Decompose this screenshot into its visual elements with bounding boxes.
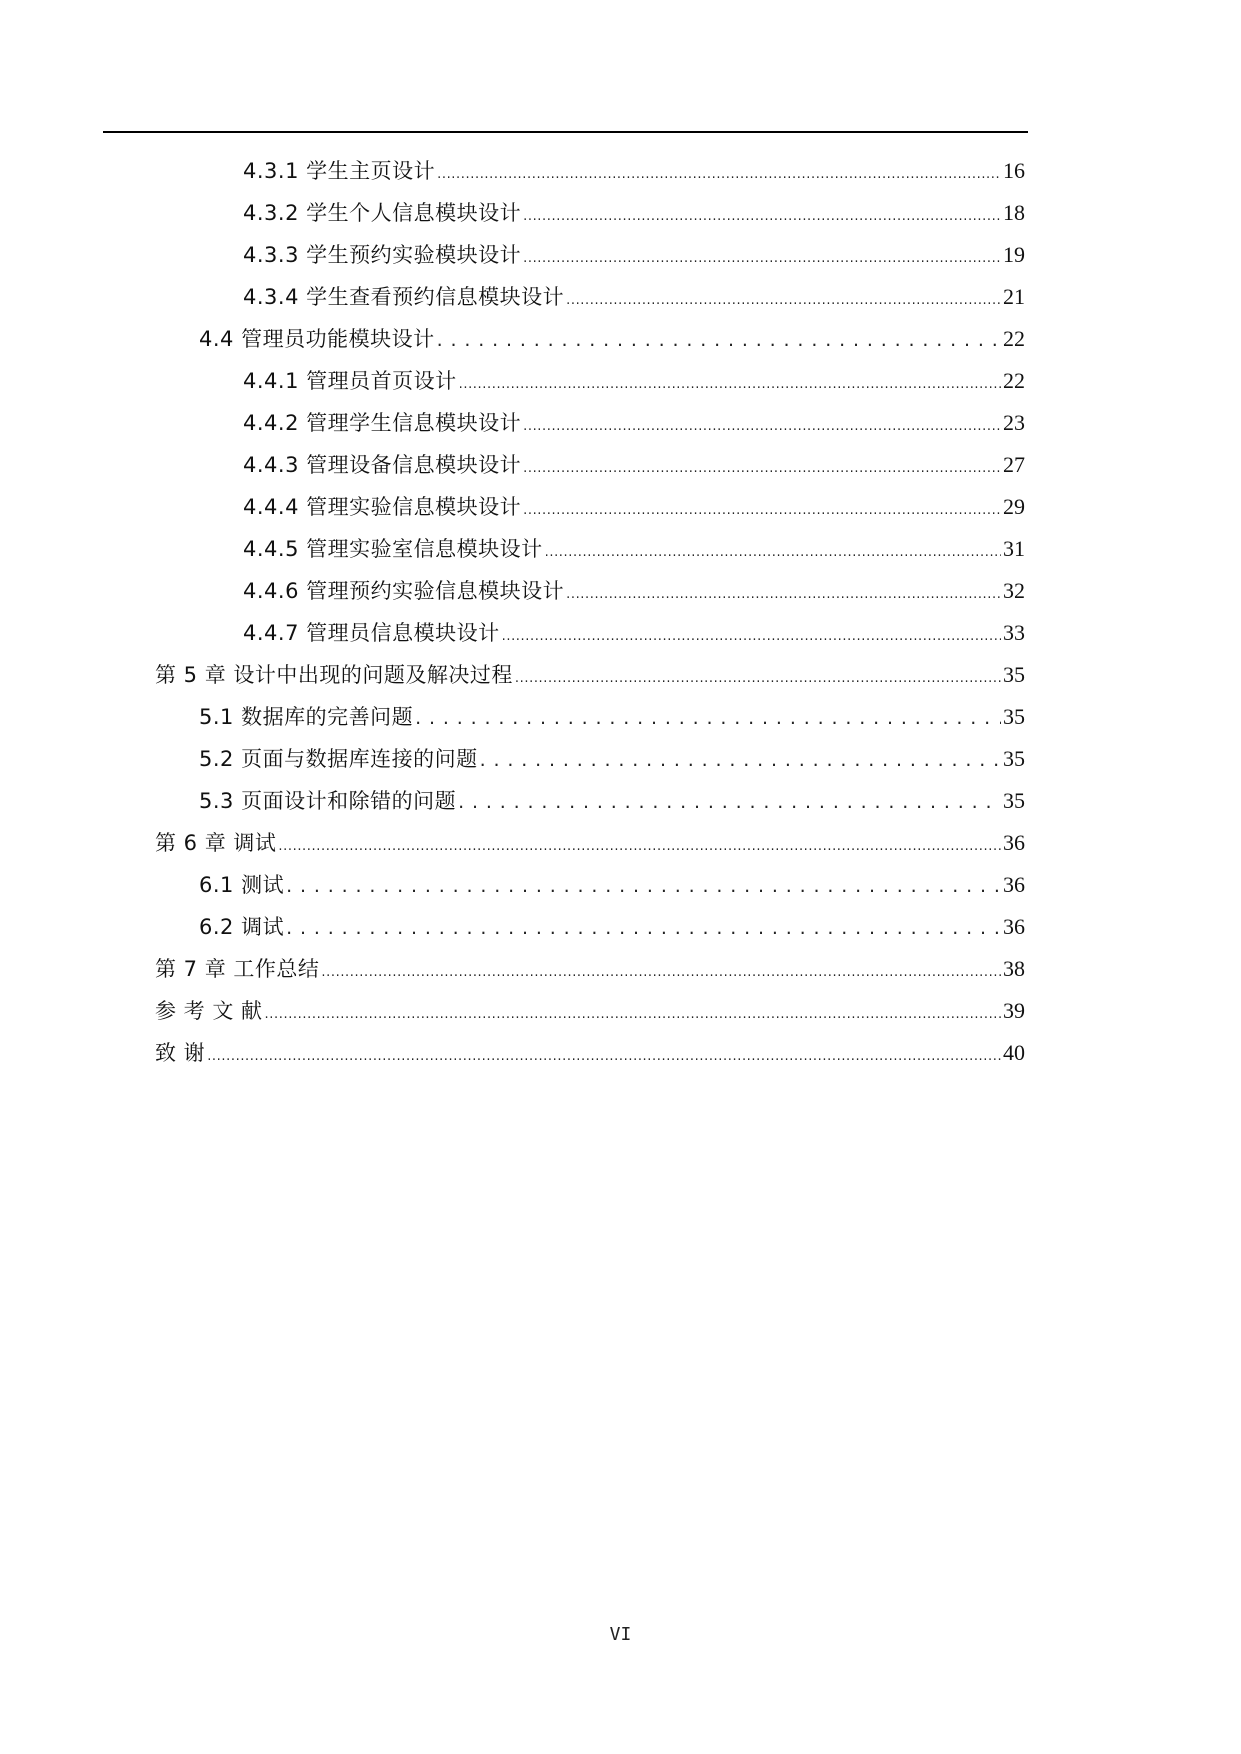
toc-entry[interactable] — [243, 198, 1025, 228]
toc-entry-label: 4.4.6 管理预约实验信息模块设计 — [243, 579, 565, 603]
toc-entry-label: 6.1 测试 — [199, 873, 285, 897]
toc-entry-label: 4.3.4 学生查看预约信息模块设计 — [243, 285, 565, 309]
toc-dot-leader — [566, 282, 1001, 316]
toc-dot-leader — [515, 660, 1001, 694]
toc-entry-page: 36 — [1003, 914, 1025, 939]
toc-dot-leader — [523, 450, 1001, 484]
toc-entry[interactable] — [199, 786, 1025, 816]
toc-dot-leader — [502, 618, 1001, 652]
toc-entry-page: 31 — [1003, 536, 1025, 561]
toc-entry[interactable] — [199, 912, 1025, 942]
toc-dot-leader — [523, 408, 1001, 442]
toc-entry-page: 39 — [1003, 998, 1025, 1023]
toc-entry-page: 22 — [1003, 326, 1025, 351]
toc-dot-leader — [545, 534, 1001, 568]
toc-entry-page: 35 — [1003, 788, 1025, 813]
toc-entry-label: 5.1 数据库的完善问题 — [199, 705, 414, 729]
toc-entry-label: 6.2 调试 — [199, 915, 285, 939]
toc-entry-label: 4.4.4 管理实验信息模块设计 — [243, 495, 522, 519]
toc-entry[interactable] — [243, 408, 1025, 438]
toc-entry-page: 36 — [1003, 830, 1025, 855]
toc-entry-page: 35 — [1003, 704, 1025, 729]
toc-dot-leader — [286, 912, 1001, 943]
toc-entry-label: 4.4.1 管理员首页设计 — [243, 369, 457, 393]
toc-dot-leader — [207, 1038, 1001, 1072]
toc-dot-leader — [278, 828, 1001, 862]
toc-entry[interactable] — [199, 744, 1025, 774]
toc-dot-leader — [437, 156, 1001, 190]
toc-dot-leader — [523, 198, 1001, 232]
toc-entry[interactable] — [243, 450, 1025, 480]
toc-entry-label: 4.4 管理员功能模块设计 — [199, 327, 435, 351]
toc-dot-leader — [523, 492, 1001, 526]
toc-entry[interactable] — [155, 954, 1025, 984]
toc-entry-page: 16 — [1003, 158, 1025, 183]
toc-entry-label: 第 6 章 调试 — [155, 831, 277, 855]
toc-entry-page: 21 — [1003, 284, 1025, 309]
toc-entry-label: 第 7 章 工作总结 — [155, 957, 320, 981]
toc-dot-leader — [523, 240, 1001, 274]
toc-entry-page: 32 — [1003, 578, 1025, 603]
toc-entry-label: 第 5 章 设计中出现的问题及解决过程 — [155, 663, 513, 687]
toc-entry[interactable] — [243, 282, 1025, 312]
toc-dot-leader — [415, 702, 1001, 733]
toc-entry[interactable] — [199, 702, 1025, 732]
toc-entry-page: 33 — [1003, 620, 1025, 645]
toc-entry[interactable] — [243, 618, 1025, 648]
page-number: VI — [609, 1624, 632, 1645]
toc-entry-label: 4.3.2 学生个人信息模块设计 — [243, 201, 522, 225]
toc-entry-page: 35 — [1003, 746, 1025, 771]
toc-dot-leader — [566, 576, 1001, 610]
toc-entry-label: 致 谢 — [155, 1041, 206, 1065]
toc-dot-leader — [286, 870, 1001, 901]
toc-entry-label: 4.4.5 管理实验室信息模块设计 — [243, 537, 543, 561]
toc-dot-leader — [437, 324, 1001, 355]
toc-entry-label: 5.2 页面与数据库连接的问题 — [199, 747, 478, 771]
toc-entry-label: 4.3.1 学生主页设计 — [243, 159, 436, 183]
toc-dot-leader — [459, 366, 1001, 400]
toc-entry[interactable] — [155, 828, 1025, 858]
toc-entry-page: 27 — [1003, 452, 1025, 477]
toc-dot-leader — [321, 954, 1001, 988]
toc-entry-label: 4.4.2 管理学生信息模块设计 — [243, 411, 522, 435]
toc-entry-page: 38 — [1003, 956, 1025, 981]
toc-entry[interactable] — [199, 324, 1025, 354]
toc-entry-page: 19 — [1003, 242, 1025, 267]
toc-entry[interactable] — [243, 240, 1025, 270]
toc-entry-label: 4.4.3 管理设备信息模块设计 — [243, 453, 522, 477]
header-rule — [103, 131, 1028, 133]
toc-entry-label: 参 考 文 献 — [155, 999, 263, 1023]
toc-entry[interactable] — [243, 366, 1025, 396]
toc-entry[interactable] — [243, 156, 1025, 186]
toc-entry-label: 4.4.7 管理员信息模块设计 — [243, 621, 500, 645]
toc-entry[interactable] — [243, 534, 1025, 564]
toc-entry-label: 4.3.3 学生预约实验模块设计 — [243, 243, 522, 267]
toc-entry-page: 22 — [1003, 368, 1025, 393]
toc-dot-leader — [265, 996, 1001, 1030]
toc-entry[interactable] — [243, 492, 1025, 522]
toc-entry[interactable] — [155, 996, 1025, 1026]
toc-entry[interactable] — [199, 870, 1025, 900]
toc-entry[interactable] — [155, 1038, 1025, 1068]
toc-entry-page: 36 — [1003, 872, 1025, 897]
toc-entry-label: 5.3 页面设计和除错的问题 — [199, 789, 457, 813]
toc-entry-page: 23 — [1003, 410, 1025, 435]
toc-entry[interactable] — [243, 576, 1025, 606]
toc-entry-page: 29 — [1003, 494, 1025, 519]
toc-entry[interactable] — [155, 660, 1025, 690]
toc-dot-leader — [480, 744, 1001, 775]
toc-entry-page: 40 — [1003, 1040, 1025, 1065]
toc-entry-page: 35 — [1003, 662, 1025, 687]
toc-dot-leader — [458, 786, 1001, 817]
toc-entry-page: 18 — [1003, 200, 1025, 225]
